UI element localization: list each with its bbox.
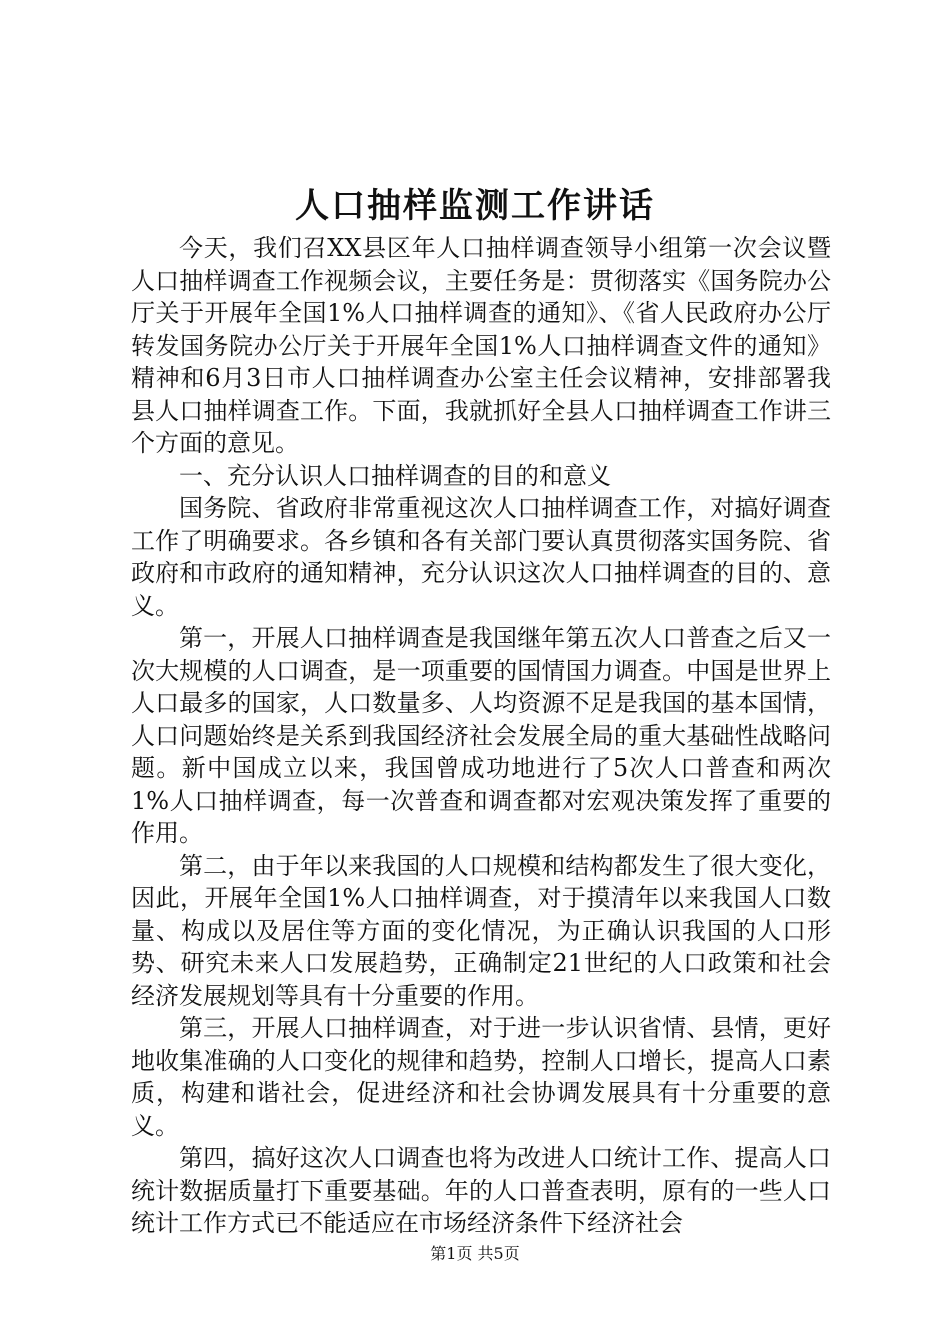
paragraph-point-4: 第四，搞好这次人口调查也将为改进人口统计工作、提高人口统计数据质量打下重要基础。年的人口普查表明，原有的一些人口统计工作方式已不能适应在市场经济条件下经济社会	[131, 1144, 831, 1237]
paragraph-intro: 今天，我们召XX县区年人口抽样调查领导小组第一次会议暨人口抽样调查工作视频会议，主要任务是：贯彻落实《国务院办公厅关于开展年全国1%人口抽样调查的通知》、《省人民政府办公厅转发国务院办公厅关于开展年全国1%人口抽样调查文件的通知》精神和6月3日市人口抽样调查办公室主任会议精神，安排部署我县人口抽样调查工作。下面，我就抓好全县人口抽样调查工作讲三个方面的意见。	[131, 234, 831, 457]
page-number-footer: 第1页 共5页	[430, 1244, 520, 1263]
paragraph-point-3: 第三，开展人口抽样调查，对于进一步认识省情、县情，更好地收集准确的人口变化的规律和趋势，控制人口增长，提高人口素质，构建和谐社会，促进经济和社会协调发展具有十分重要的意义。	[131, 1014, 831, 1140]
paragraph-section-1: 国务院、省政府非常重视这次人口抽样调查工作，对搞好调查工作了明确要求。各乡镇和各有关部门要认真贯彻落实国务院、省政府和市政府的通知精神，充分认识这次人口抽样调查的目的、意义。	[131, 494, 831, 620]
paragraph-point-1: 第一，开展人口抽样调查是我国继年第五次人口普查之后又一次大规模的人口调查，是一项重要的国情国力调查。中国是世界上人口最多的国家，人口数量多、人均资源不足是我国的基本国情，人口问题始终是关系到我国经济社会发展全局的重大基础性战略问题。新中国成立以来，我国曾成功地进行了5次人口普查和两次1%人口抽样调查，每一次普查和调查都对宏观决策发挥了重要的作用。	[131, 624, 831, 847]
document-title: 人口抽样监测工作讲话	[295, 186, 655, 226]
section-heading-1: 一、充分认识人口抽样调查的目的和意义	[179, 461, 611, 490]
paragraph-point-2: 第二，由于年以来我国的人口规模和结构都发生了很大变化，因此，开展年全国1%人口抽样调查，对于摸清年以来我国人口数量、构成以及居住等方面的变化情况，为正确认识我国的人口形势、研究未来人口发展趋势，正确制定21世纪的人口政策和社会经济发展规划等具有十分重要的作用。	[131, 851, 831, 1010]
document-body	[131, 232, 831, 1240]
